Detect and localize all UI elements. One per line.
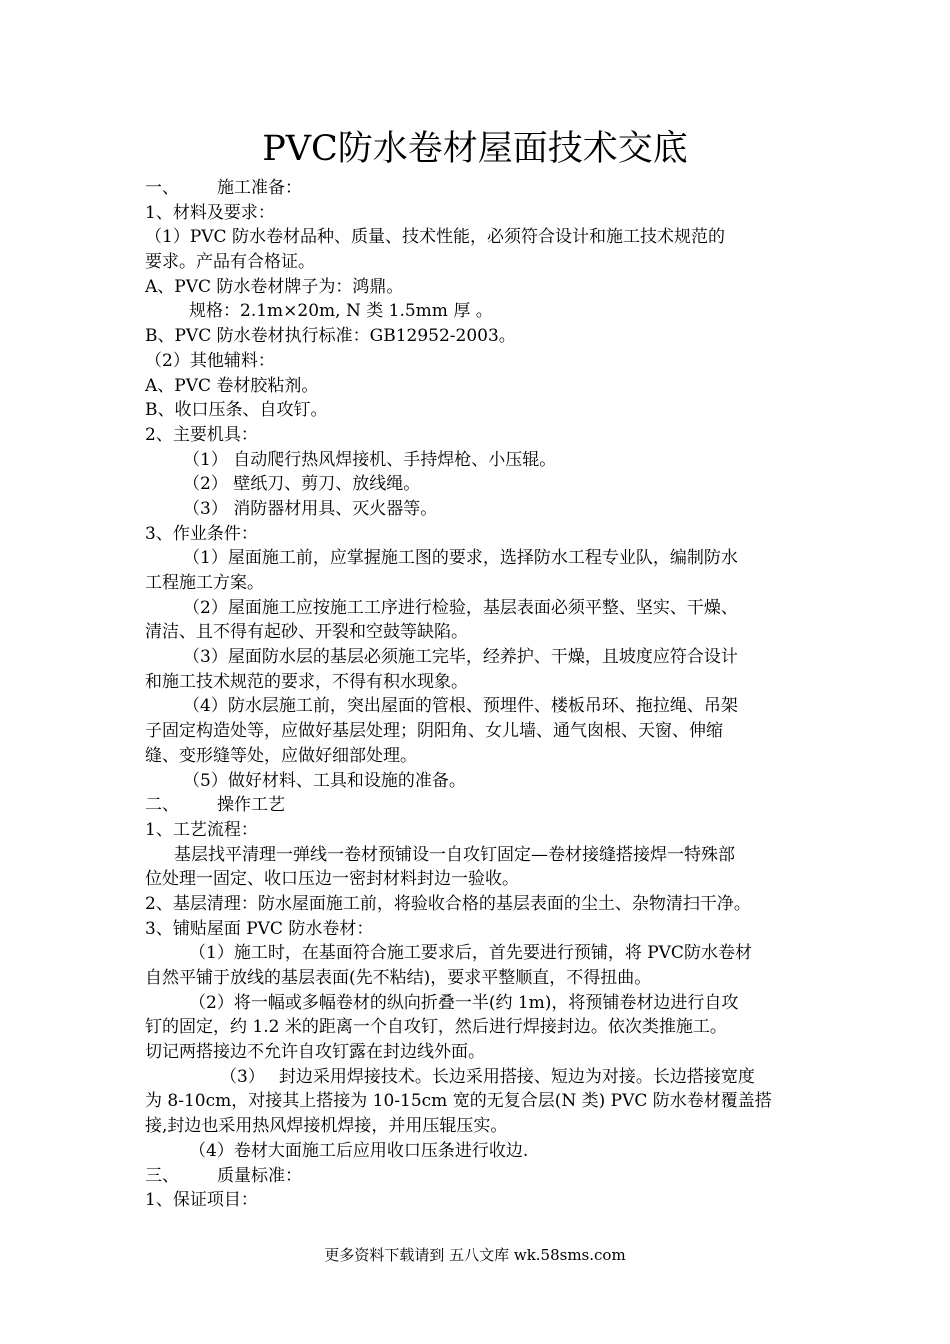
paragraph-line: 清洁、且不得有起砂、开裂和空鼓等缺陷。 xyxy=(145,622,468,643)
paragraph-line: 自然平铺于放线的基层表面(先不粘结)，要求平整顺直，不得扭曲。 xyxy=(145,968,652,988)
subheading-conditions: 3、作业条件： xyxy=(145,523,258,544)
subheading-materials: 1、材料及要求： xyxy=(145,202,275,223)
heading-number: 二、 xyxy=(145,795,179,816)
paragraph-line: 位处理一固定、收口压边一密封材料封边一验收。 xyxy=(145,869,519,890)
paragraph-line: （4）防水层施工前，突出屋面的管根、预埋件、楼板吊环、拖拉绳、吊架 xyxy=(183,696,738,717)
paragraph-line: B、收口压条、自攻钉。 xyxy=(145,400,328,421)
paragraph-line: A、PVC 防水卷材牌子为：鸿鼎。 xyxy=(145,276,404,297)
page-footer: 更多资料下载请到 五八文库 wk.58sms.com xyxy=(324,1246,626,1264)
paragraph-line: A、PVC 卷材胶粘剂。 xyxy=(145,375,319,396)
heading-text: 质量标准： xyxy=(217,1165,302,1186)
subheading-tools: 2、主要机具： xyxy=(145,424,258,445)
heading-number: 一、 xyxy=(145,178,179,198)
section-heading-1 xyxy=(145,176,825,201)
paragraph-text: 基层找平清理一弹线一卷材预铺设一自攻钉固定—卷材接缝搭接焊一特殊部 xyxy=(174,844,735,865)
paragraph-line: （3）屋面防水层的基层必须施工完毕，经养护、干燥，且坡度应符合设计 xyxy=(183,647,738,668)
paragraph-line: （1）屋面施工前，应掌握施工图的要求，选择防水工程专业队，编制防水 xyxy=(183,548,738,569)
subheading-process: 1、工艺流程： xyxy=(145,819,258,840)
list-item: （2） 壁纸刀、剪刀、放线绳。 xyxy=(183,474,421,495)
paragraph-line: 钉的固定，约 1.2 米的距离一个自攻钉，然后进行焊接封边。依次类推施工。 xyxy=(145,1017,727,1038)
paragraph-line: （2）屋面施工应按施工工序进行检验，基层表面必须平整、坚实、干燥、 xyxy=(183,597,738,618)
item-number: （3） xyxy=(220,1066,265,1087)
section-heading-3 xyxy=(145,1164,825,1189)
paragraph-line: 和施工技术规范的要求，不得有积水现象。 xyxy=(145,671,468,692)
paragraph-line: 为 8-10cm，对接其上搭接为 10-15cm 宽的无复合层(N 类) PVC 防水卷材覆盖搭 xyxy=(145,1091,772,1112)
heading-number: 三、 xyxy=(145,1165,179,1186)
list-item: （1） 自动爬行热风焊接机、手持焊枪、小压辊。 xyxy=(183,449,557,470)
paragraph-line: 接,封边也采用热风焊接机焊接，并用压辊压实。 xyxy=(145,1116,508,1137)
paragraph-line: 子固定构造处等，应做好基层处理；阴阳角、女儿墙、通气囱根、天窗、伸缩 xyxy=(145,721,723,742)
paragraph-text: 封边采用焊接技术。长边采用搭接、短边为对接。长边搭接宽度 xyxy=(278,1066,755,1087)
paragraph-line: （1）施工时，在基面符合施工要求后，首先要进行预铺，将 PVC防水卷材 xyxy=(189,943,752,964)
paragraph-line: （2）其他辅料： xyxy=(145,350,275,371)
heading-text: 施工准备： xyxy=(217,178,302,198)
paragraph-line xyxy=(145,843,825,868)
document-title: PVC防水卷材屋面技术交底 xyxy=(262,129,688,169)
paragraph-line: （2）将一幅或多幅卷材的纵向折叠一半(约 1m)，将预铺卷材边进行自攻 xyxy=(189,992,739,1013)
paragraph-line xyxy=(145,1065,825,1090)
subheading-laying: 3、铺贴屋面 PVC 防水卷材： xyxy=(145,918,374,939)
section-heading-2 xyxy=(145,793,825,818)
heading-text: 操作工艺 xyxy=(217,795,285,816)
list-item: （3） 消防器材用具、灭火器等。 xyxy=(183,498,438,519)
document-body xyxy=(145,176,825,1213)
subheading-guarantee: 1、保证项目： xyxy=(145,1190,258,1211)
paragraph-line: 2、基层清理：防水屋面施工前，将验收合格的基层表面的尘土、杂物清扫干净。 xyxy=(145,893,751,914)
paragraph-line: （1）PVC 防水卷材品种、质量、技术性能，必须符合设计和施工技术规范的 xyxy=(145,227,725,248)
paragraph-line: 切记两搭接边不允许自攻钉露在封边线外面。 xyxy=(145,1042,485,1063)
paragraph-line: 要求。产品有合格证。 xyxy=(145,252,315,273)
paragraph-line: 规格：2.1m×20m, N 类 1.5mm 厚 。 xyxy=(189,301,493,322)
paragraph-line: B、PVC 防水卷材执行标准：GB12952-2003。 xyxy=(145,326,516,347)
paragraph-line: 工程施工方案。 xyxy=(145,573,264,593)
paragraph-line: 缝、变形缝等处，应做好细部处理。 xyxy=(145,745,417,766)
paragraph-line: （5）做好材料、工具和设施的准备。 xyxy=(183,770,466,791)
paragraph-line: （4）卷材大面施工后应用收口压条进行收边. xyxy=(189,1140,529,1161)
